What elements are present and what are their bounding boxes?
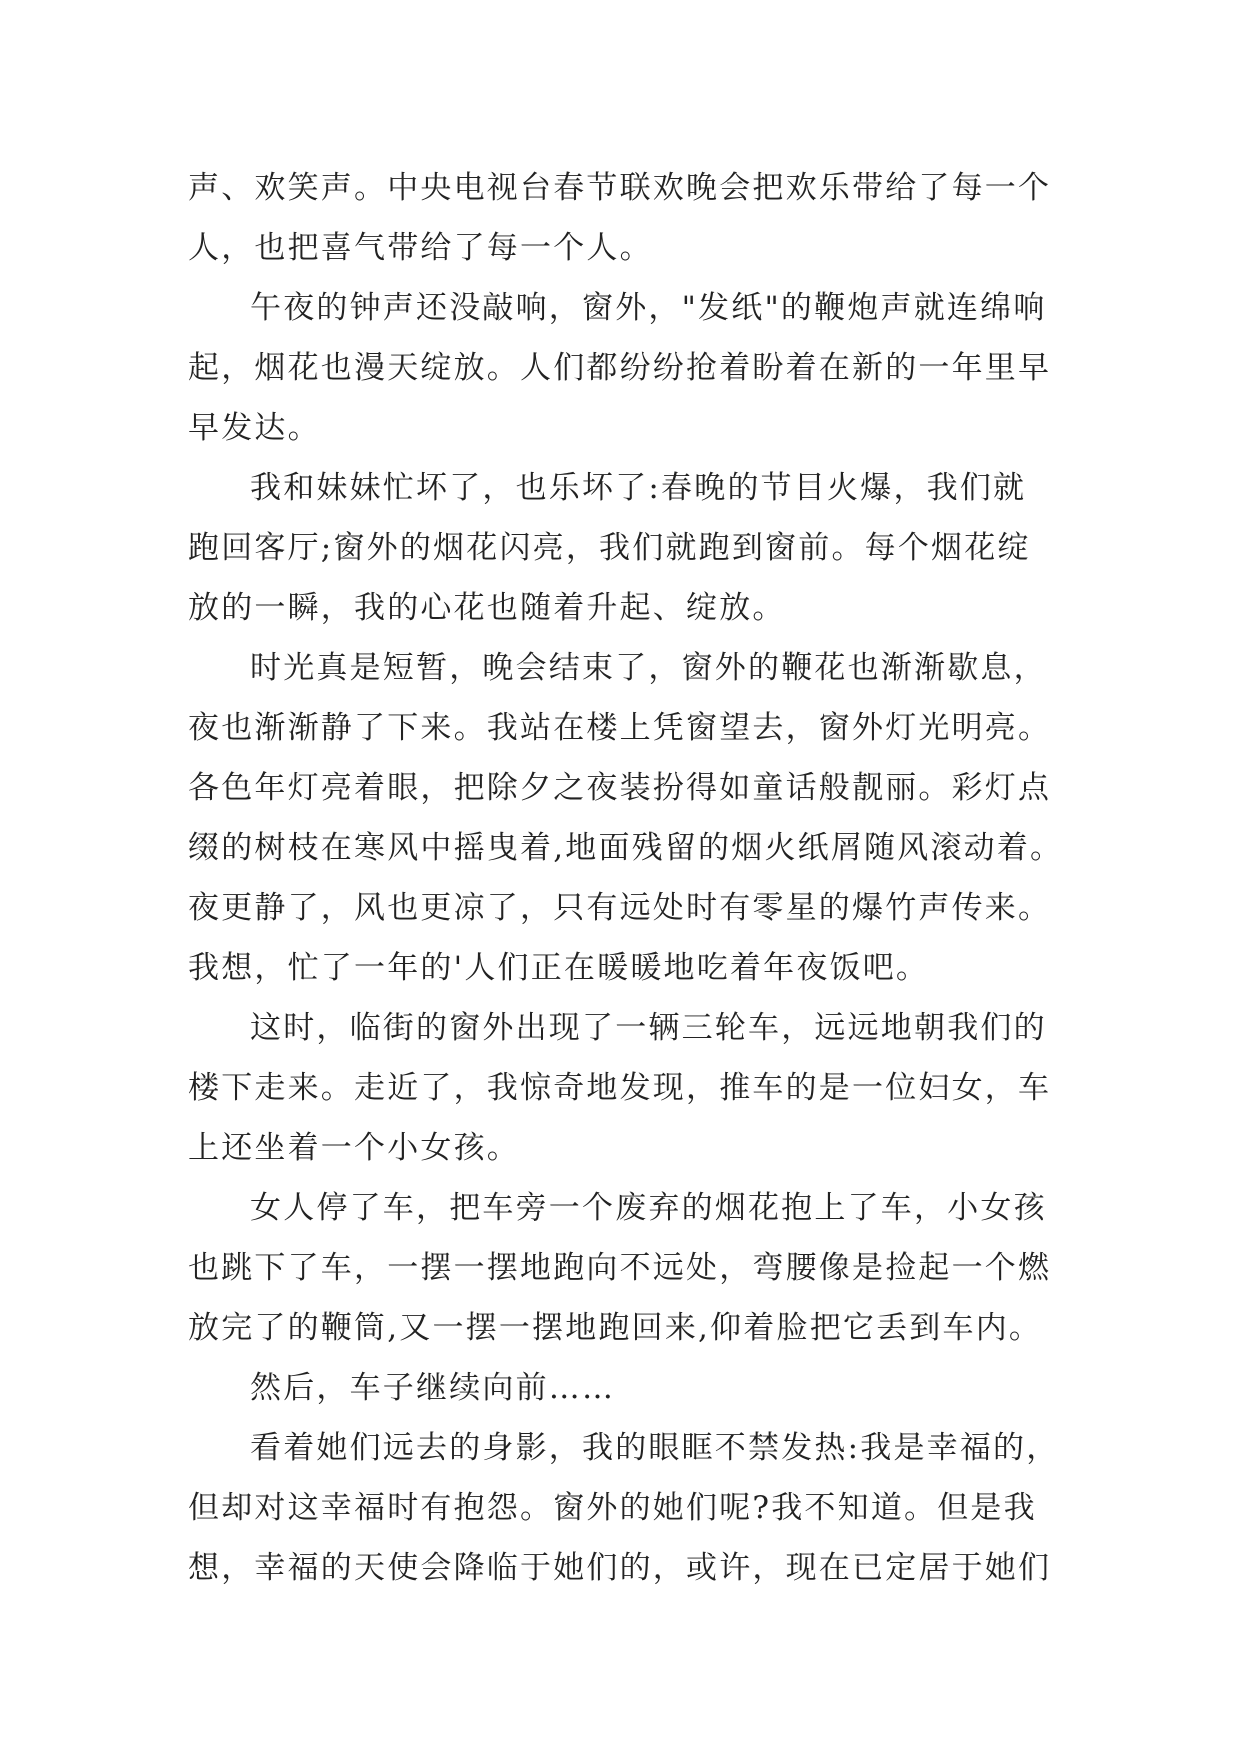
text-line: 各色年灯亮着眼，把除夕之夜装扮得如童话般靓丽。彩灯点: [188, 770, 1052, 806]
article-body: [188, 158, 1068, 1598]
text-line: 夜也渐渐静了下来。我站在楼上凭窗望去，窗外灯光明亮。: [188, 710, 1052, 746]
paragraph: [188, 1178, 1068, 1358]
text-line: 早发达。: [188, 410, 321, 446]
text-line: 我和妹妹忙坏了，也乐坏了:春晚的节目火爆，我们就: [250, 470, 1027, 506]
text-line: 人，也把喜气带给了每一个人。: [188, 230, 653, 266]
text-line: 放的一瞬，我的心花也随着升起、绽放。: [188, 590, 786, 626]
text-line: 女人停了车，把车旁一个废弃的烟花抱上了车，小女孩: [250, 1190, 1047, 1226]
text-line: 时光真是短暂，晚会结束了，窗外的鞭花也渐渐歇息，: [250, 650, 1047, 686]
text-line: 跑回客厅;窗外的烟花闪亮，我们就跑到窗前。每个烟花绽: [188, 530, 1031, 566]
paragraph: [188, 458, 1068, 638]
text-line: 看着她们远去的身影，我的眼眶不禁发热:我是幸福的，: [250, 1430, 1060, 1466]
text-line: 但却对这幸福时有抱怨。窗外的她们呢?我不知道。但是我: [188, 1490, 1037, 1526]
paragraph: [188, 1418, 1068, 1598]
text-line: 然后，车子继续向前……: [250, 1370, 616, 1406]
text-line: 声、欢笑声。中央电视台春节联欢晚会把欢乐带给了每一个: [188, 170, 1052, 206]
paragraph: [188, 998, 1068, 1178]
text-line: 夜更静了，风也更凉了，只有远处时有零星的爆竹声传来。: [188, 890, 1052, 926]
text-line: 起，烟花也漫天绽放。人们都纷纷抢着盼着在新的一年里早: [188, 350, 1052, 386]
text-line: 放完了的鞭筒,又一摆一摆地跑回来,仰着脸把它丢到车内。: [188, 1310, 1043, 1346]
text-line: 上还坐着一个小女孩。: [188, 1130, 520, 1166]
text-line: 我想，忙了一年的'人们正在暖暖地吃着年夜饭吧。: [188, 950, 930, 986]
paragraph: [188, 638, 1068, 998]
text-line: 午夜的钟声还没敲响，窗外，"发纸"的鞭炮声就连绵响: [250, 290, 1047, 326]
paragraph: [188, 278, 1068, 458]
text-line: 这时，临街的窗外出现了一辆三轮车，远远地朝我们的: [250, 1010, 1047, 1046]
text-line: 楼下走来。走近了，我惊奇地发现，推车的是一位妇女，车: [188, 1070, 1052, 1106]
text-line: 缀的树枝在寒风中摇曳着,地面残留的烟火纸屑随风滚动着。: [188, 830, 1064, 866]
text-line: 也跳下了车，一摆一摆地跑向不远处，弯腰像是捡起一个燃: [188, 1250, 1052, 1286]
paragraph: [188, 1358, 1068, 1418]
text-line: 想，幸福的天使会降临于她们的，或许，现在已定居于她们: [188, 1550, 1052, 1586]
paragraph: [188, 158, 1068, 278]
